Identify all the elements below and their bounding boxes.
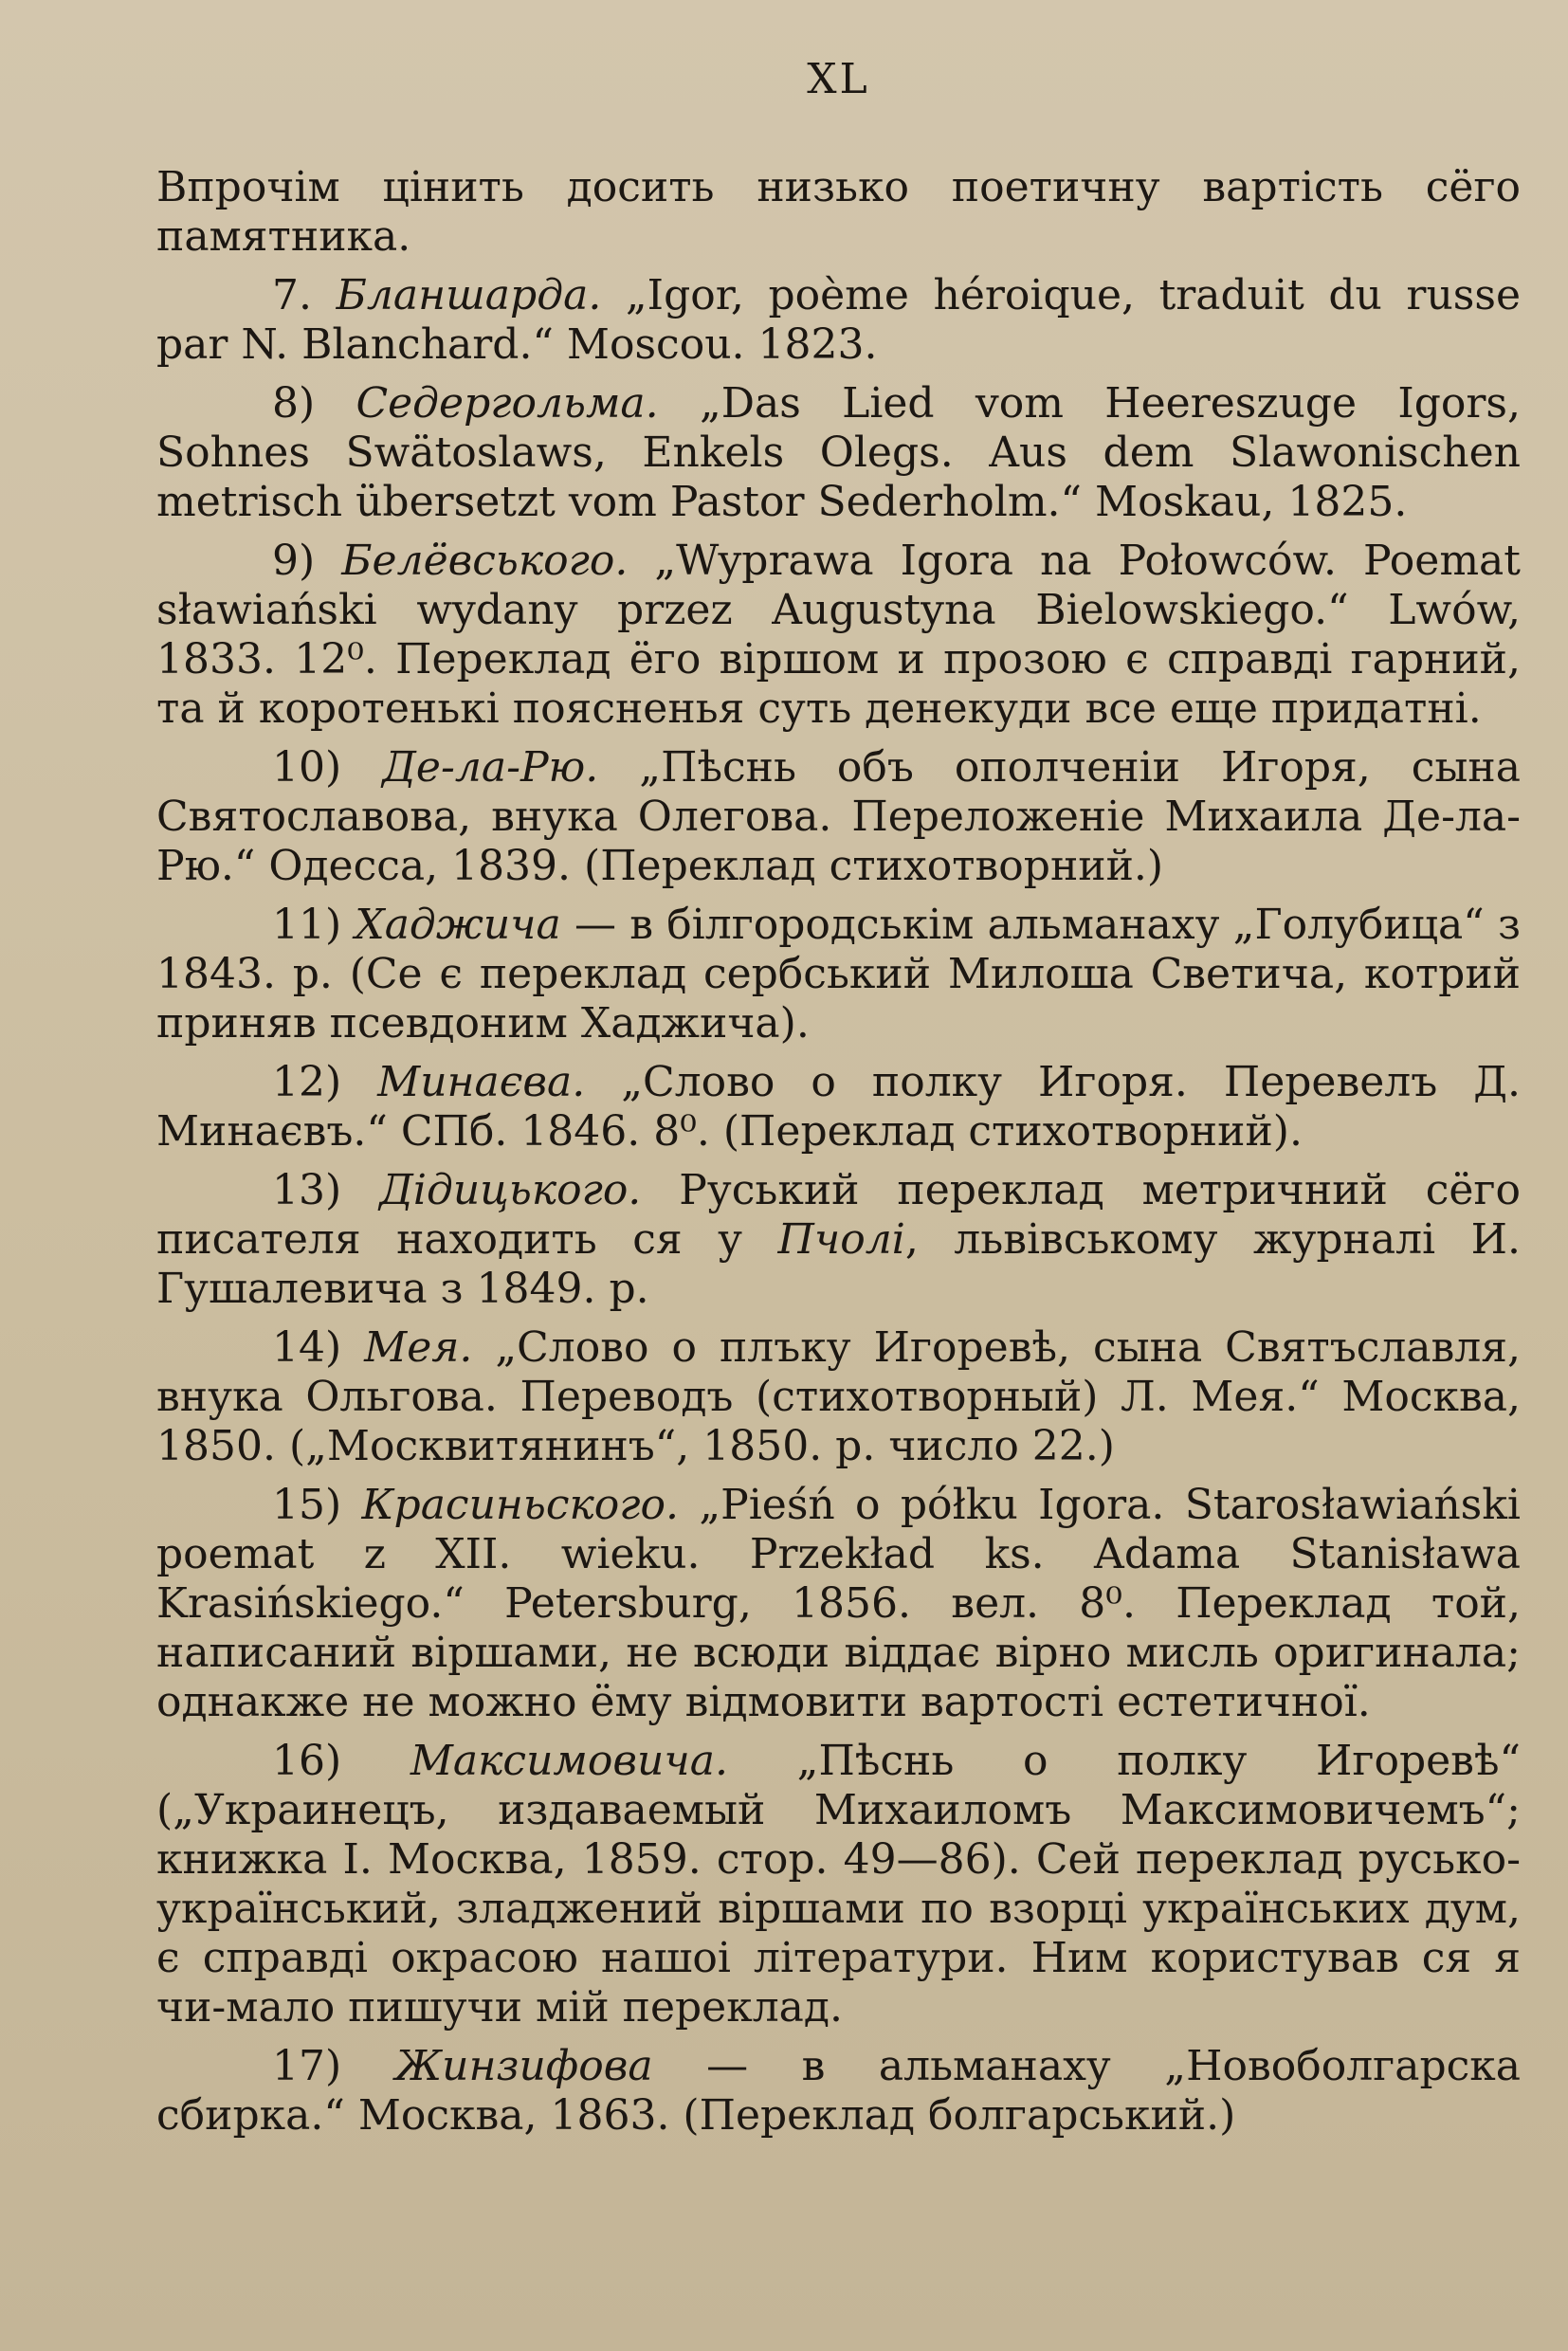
entry-11 — [156, 901, 1521, 1048]
entry-text: — в білгородськім альманаху „Голубица“ з 1843. р. (Се є переклад сербський Милоша Светича, котрий приняв псевдоним Хаджича). — [156, 901, 1521, 1048]
entry-13 — [156, 1166, 1521, 1314]
entry-7 — [156, 271, 1521, 370]
journal-title: Пчолі — [777, 1215, 905, 1264]
entry-number: 7. — [272, 271, 312, 319]
entry-text: — в альманаху „Новоболгарска сбирка.“ Москва, 1863. (Переклад болгарський.) — [156, 2042, 1521, 2140]
entry-number: 15) — [272, 1481, 342, 1529]
entry-number: 16) — [272, 1737, 342, 1785]
entry-number: 12) — [272, 1058, 342, 1106]
entry-author: Минаєва. — [377, 1058, 586, 1106]
entry-text: „Пѣснь о полку Игоревѣ“ („Украинецъ, издаваемый Михаиломъ Максимовичемъ“; книжка I. Москва, 1859. стор. 49—86). Сей переклад русько-український, зладжений віршами по взорці українських дум, є справді окрасою нашоі літератури. Ним користував ся я чи-мало пишучи мій переклад. — [156, 1737, 1521, 2032]
entry-author: Де-ла-Рю. — [382, 743, 599, 792]
entry-16 — [156, 1737, 1521, 2032]
entry-author: Жинзифова — [394, 2042, 653, 2090]
entry-text: Руський переклад метричний сёго писателя находить ся у — [156, 1166, 1521, 1264]
entry-text: „Слово о плъку Игоревѣ, сына Святъславля, внука Ольгова. Переводъ (стихотворный) Л. Мея.“ Москва, 1850. („Москвитянинъ“, 1850. р. число 22.) — [156, 1323, 1521, 1470]
entry-number: 10) — [272, 743, 342, 792]
entry-number: 14) — [272, 1323, 342, 1372]
entry-author: Хаджича — [355, 901, 561, 949]
entry-17 — [156, 2042, 1521, 2141]
entry-author: Дідицького. — [379, 1166, 642, 1214]
entry-continuation — [156, 163, 1521, 262]
entry-text: „Pieśń o półku Igora. Starosławiański poemat z XII. wieku. Przekład ks. Adama Stanisława Krasińskiego.“ Petersburg, 1856. вел. 8⁰. Переклад той, написаний віршами, не всюди віддає вірно мисль оригинала; однакже не можно ёму відмовити вартості естетичної. — [156, 1481, 1521, 1726]
entry-9 — [156, 537, 1521, 734]
entry-number: 9) — [272, 537, 316, 585]
entry-author: Бланшарда. — [336, 271, 602, 319]
entry-12 — [156, 1058, 1521, 1157]
entry-text: „Wyprawa Igora na Połowców. Poemat sławiański wydany przez Augustyna Bielowskiego.“ Lwów, 1833. 12⁰. Переклад ёго віршом и прозою є справді гарний, та й коротенькі поясненья суть денекуди все еще придатні. — [156, 537, 1521, 733]
entry-15 — [156, 1481, 1521, 1727]
entry-text: „Пѣснь объ ополченіи Игоря, сына Святославова, внука Олегова. Переложеніе Михаила Де-ла-Рю.“ Одесса, 1839. (Переклад стихотворний.) — [156, 743, 1521, 890]
entry-text: „Igor, poème héroique, traduit du russe par N. Blanchard.“ Moscou. 1823. — [156, 271, 1521, 369]
entry-number: 13) — [272, 1166, 342, 1214]
entry-14 — [156, 1323, 1521, 1471]
entry-text: „Das Lied vom Heereszuge Igors, Sohnes Swätoslaws, Enkels Olegs. Aus dem Slawonischen metrisch übersetzt vom Pastor Sederholm.“ Moskau, 1825. — [156, 379, 1521, 526]
entry-text-after: , львівському журналі И. Гушалевича з 1849. р. — [156, 1215, 1521, 1313]
page-number: XL — [807, 55, 870, 103]
entry-number: 17) — [272, 2042, 342, 2090]
entry-10 — [156, 743, 1521, 891]
entry-number: 8) — [272, 379, 316, 428]
entry-number: 11) — [272, 901, 342, 949]
entry-author: Красиньского. — [361, 1481, 679, 1529]
entry-author: Белёвського. — [341, 537, 629, 585]
entry-author: Мея. — [364, 1323, 473, 1372]
entry-author: Максимовича. — [410, 1737, 728, 1785]
entry-text: Впрочім цінить досить низько поетичну вартість сёго памятника. — [156, 163, 1521, 261]
entry-8 — [156, 379, 1521, 527]
entry-text: „Слово о полку Игоря. Перевелъ Д. Минаєвъ.“ СПб. 1846. 8⁰. (Переклад стихотворний). — [156, 1058, 1521, 1156]
entry-author: Седергольма. — [356, 379, 659, 428]
